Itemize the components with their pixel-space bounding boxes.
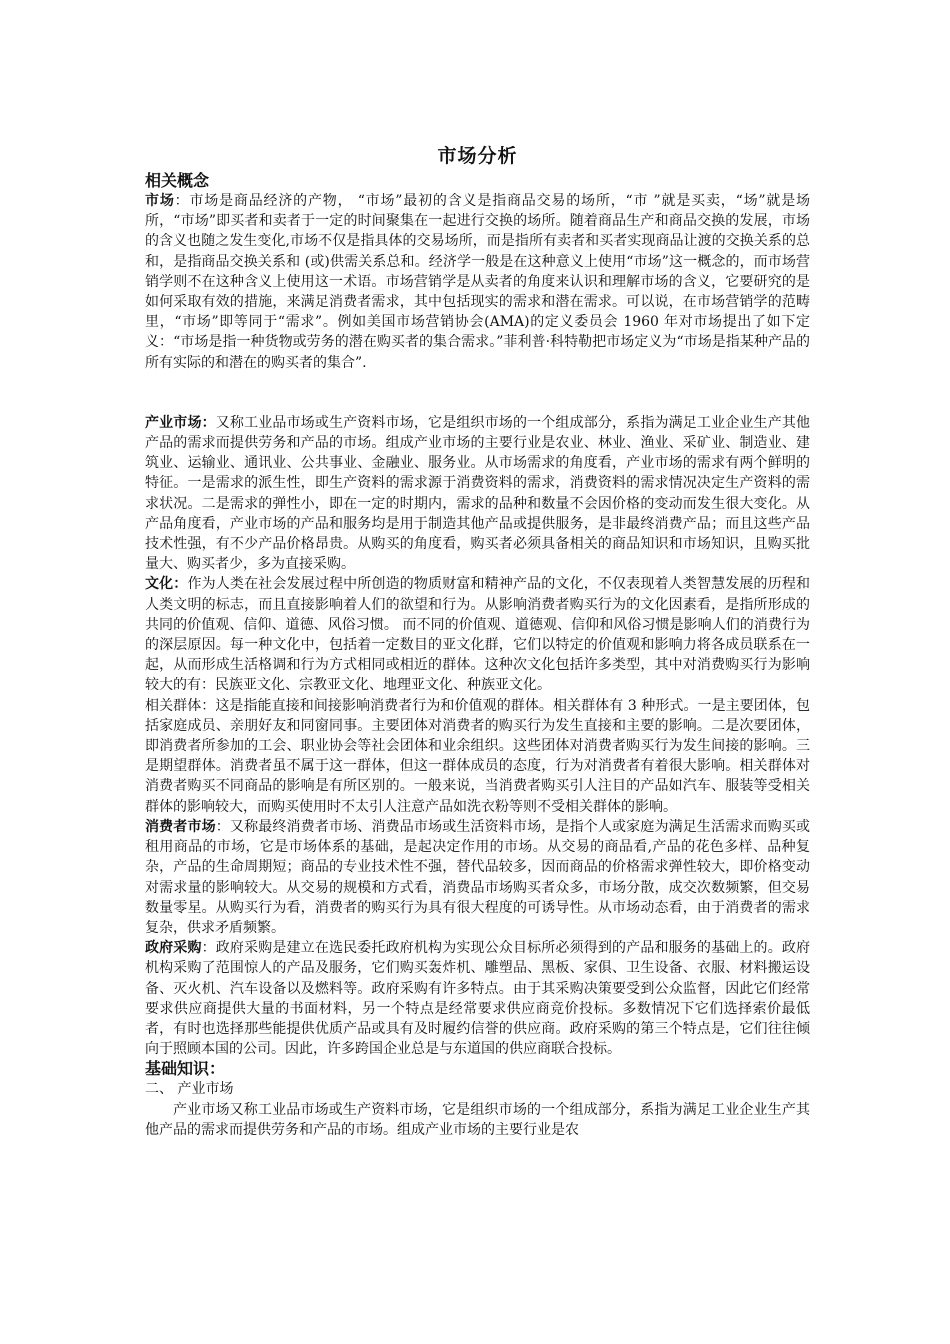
paragraph-culture — [145, 574, 810, 695]
text-government: ：政府采购是建立在选民委托政府机构为实现公众目标所必须得到的产品和服务的基础上的。政府机构采购了范围惊人的产品及服务，它们购买轰炸机、雕塑品、黑板、家俱、卫生设备、衣服、材料搬运设备、灭火机、汽车设备以及燃料等。政府采购有许多特点。由于其采购决策要受到公众监督，因此它们经常要求供应商提供大量的书面材料，另一个特点是经常要求供应商竞价投标。多数情况下它们选择索价最低者，有时也选择那些能提供优质产品或具有及时履约信誉的供应商。政府采购的第三个特点是，它们往往倾向于照顾本国的公司。因此，许多跨国企业总是与东道国的供应商联合投标。 — [145, 940, 810, 1058]
paragraph-reference-group: 相关群体：这是指能直接和间接影响消费者行为和价值观的群体。相关群体有 3 种形式。一是主要团体，包括家庭成员、亲朋好友和同窗同事。主要团体对消费者的购买行为发生直接和主要的影响。二是次要团体，即消费者所参加的工会、职业协会等社会团体和业余组织。这些团体对消费者购买行为发生间接的影响。三是期望群体。消费者虽不属于这一群体，但这一群体成员的态度，行为对消费者有着很大影响。相关群体对消费者购买不同商品的影响是有所区别的。一般来说，当消费者购买引人注目的产品如汽车、服装等受相关群体的影响较大，而购买使用时不太引人注意产品如洗衣粉等则不受相关群体的影响。 — [145, 697, 810, 815]
section-heading-basics: 基础知识： — [145, 1059, 226, 1079]
paragraph-consumer — [145, 817, 810, 938]
paragraph-market — [145, 191, 810, 373]
paragraph-industrial — [145, 413, 810, 575]
term-government: 政府采购 — [145, 940, 202, 957]
term-industrial: 产业市场： — [145, 414, 216, 431]
subheading-industrial-market: 二、 产业市场 — [145, 1081, 234, 1098]
text-industrial: 又称工业品市场或生产资料市场，它是组织市场的一个组成部分，系指为满足工业企业生产其他产品的需求而提供劳务和产品的市场。组成产业市场的主要行业是农业、林业、渔业、采矿业、制造业、建筑业、运输业、通讯业、公共事业、金融业、服务业。从市场需求的角度看，产业市场的需求有两个鲜明的特征。一是需求的派生性，即生产资料的需求源于消费资料的需求，消费资料的需求情况决定生产资料的需求状况。二是需求的弹性小，即在一定的时期内，需求的品种和数量不会因价格的变动而发生很大变化。从产品角度看，产业市场的产品和服务均是用于制造其他产品或提供服务，是非最终消费产品；而且这些产品技术性强，有不少产品价格昂贵。从购买的角度看，购买者必须具备相关的商品知识和市场知识，且购买批量大、购买者少，多为直接采购。 — [145, 414, 811, 573]
term-market: 市场 — [145, 193, 175, 209]
text-consumer: ：又称最终消费者市场、消费品市场或生活资料市场，是指个人或家庭为满足生活需求而购买或租用商品的市场，它是市场体系的基础，是起决定作用的市场。从交易的商品看,产品的花色多样、品种复杂，产品的生命周期短；商品的专业技术性不强，替代品较多，因而商品的价格需求弹性较大，即价格变动对需求量的影响较大。从交易的规模和方式看，消费品市场购买者众多，市场分散，成交次数频繁，但交易数量零星。从购买行为看，消费者的购买行为具有很大程度的可诱导性。从市场动态看，由于消费者的需求复杂，供求矛盾频繁。 — [145, 818, 811, 936]
text-culture: 作为人类在社会发展过程中所创造的物质财富和精神产品的文化，不仅表现着人类智慧发展的历程和人类文明的标志，而且直接影响着人们的欲望和行为。从影响消费者购买行为的文化因素看，是指所形成的共同的价值观、信仰、道德、风俗习惯。 而不同的价值观、道德观、信仰和风俗习惯是影响人们的消费行为的深层原因。每一种文化中，包括着一定数目的亚文化群，它们以特定的价值观和影响力将各成员联系在一起，从而形成生活格调和行为方式相同或相近的群体。这种次文化包括许多类型，其中对消费购买行为影响较大的有：民族亚文化、宗教亚文化、地理亚文化、种族亚文化。 — [145, 576, 811, 694]
document-page — [145, 143, 810, 1140]
page-title: 市场分析 — [437, 145, 518, 167]
blank-line — [145, 393, 810, 413]
term-consumer: 消费者市场 — [145, 818, 216, 835]
paragraph-industrial-market: 产业市场又称工业品市场或生产资料市场，它是组织市场的一个组成部分，系指为满足工业企业生产其他产品的需求而提供劳务和产品的市场。组成产业市场的主要行业是农 — [145, 1101, 810, 1138]
term-culture: 文化： — [145, 576, 188, 593]
blank-line — [145, 373, 810, 393]
paragraph-government — [145, 938, 810, 1059]
section-heading-concepts: 相关概念 — [145, 171, 210, 190]
text-market: ：市场是商品经济的产物， “市场”最初的含义是指商品交易的场所，“市 ”就是买卖，“场”就是场所，“市场”即买者和卖者于一定的时间聚集在一起进行交换的场所。随着商品生产和商品交换的发展，市场的含义也随之发生变化,市场不仅是指具体的交易场所，而是指所有卖者和买者实现商品让渡的交换关系的总和，是指商品交换关系和 (或)供需关系总和。经济学一般是在这种意义上使用“市场”这一概念的，而市场营销学则不在这种含义上使用这一术语。市场营销学是从卖者的角度来认识和理解市场的含义，它要研究的是如何采取有效的措施，来满足消费者需求，其中包括现实的需求和潜在需求。可以说，在市场营销学的范畴里，“市场”即等同于“需求”。例如美国市场营销协会(AMA)的定义委员会 1960 年对市场提出了如下定义：“市场是指一种货物或劳务的潜在购买者的集合需求。”菲利普·科特勒把市场定义为“市场是指某种产品的所有实际的和潜在的购买者的集合”. — [145, 193, 811, 371]
